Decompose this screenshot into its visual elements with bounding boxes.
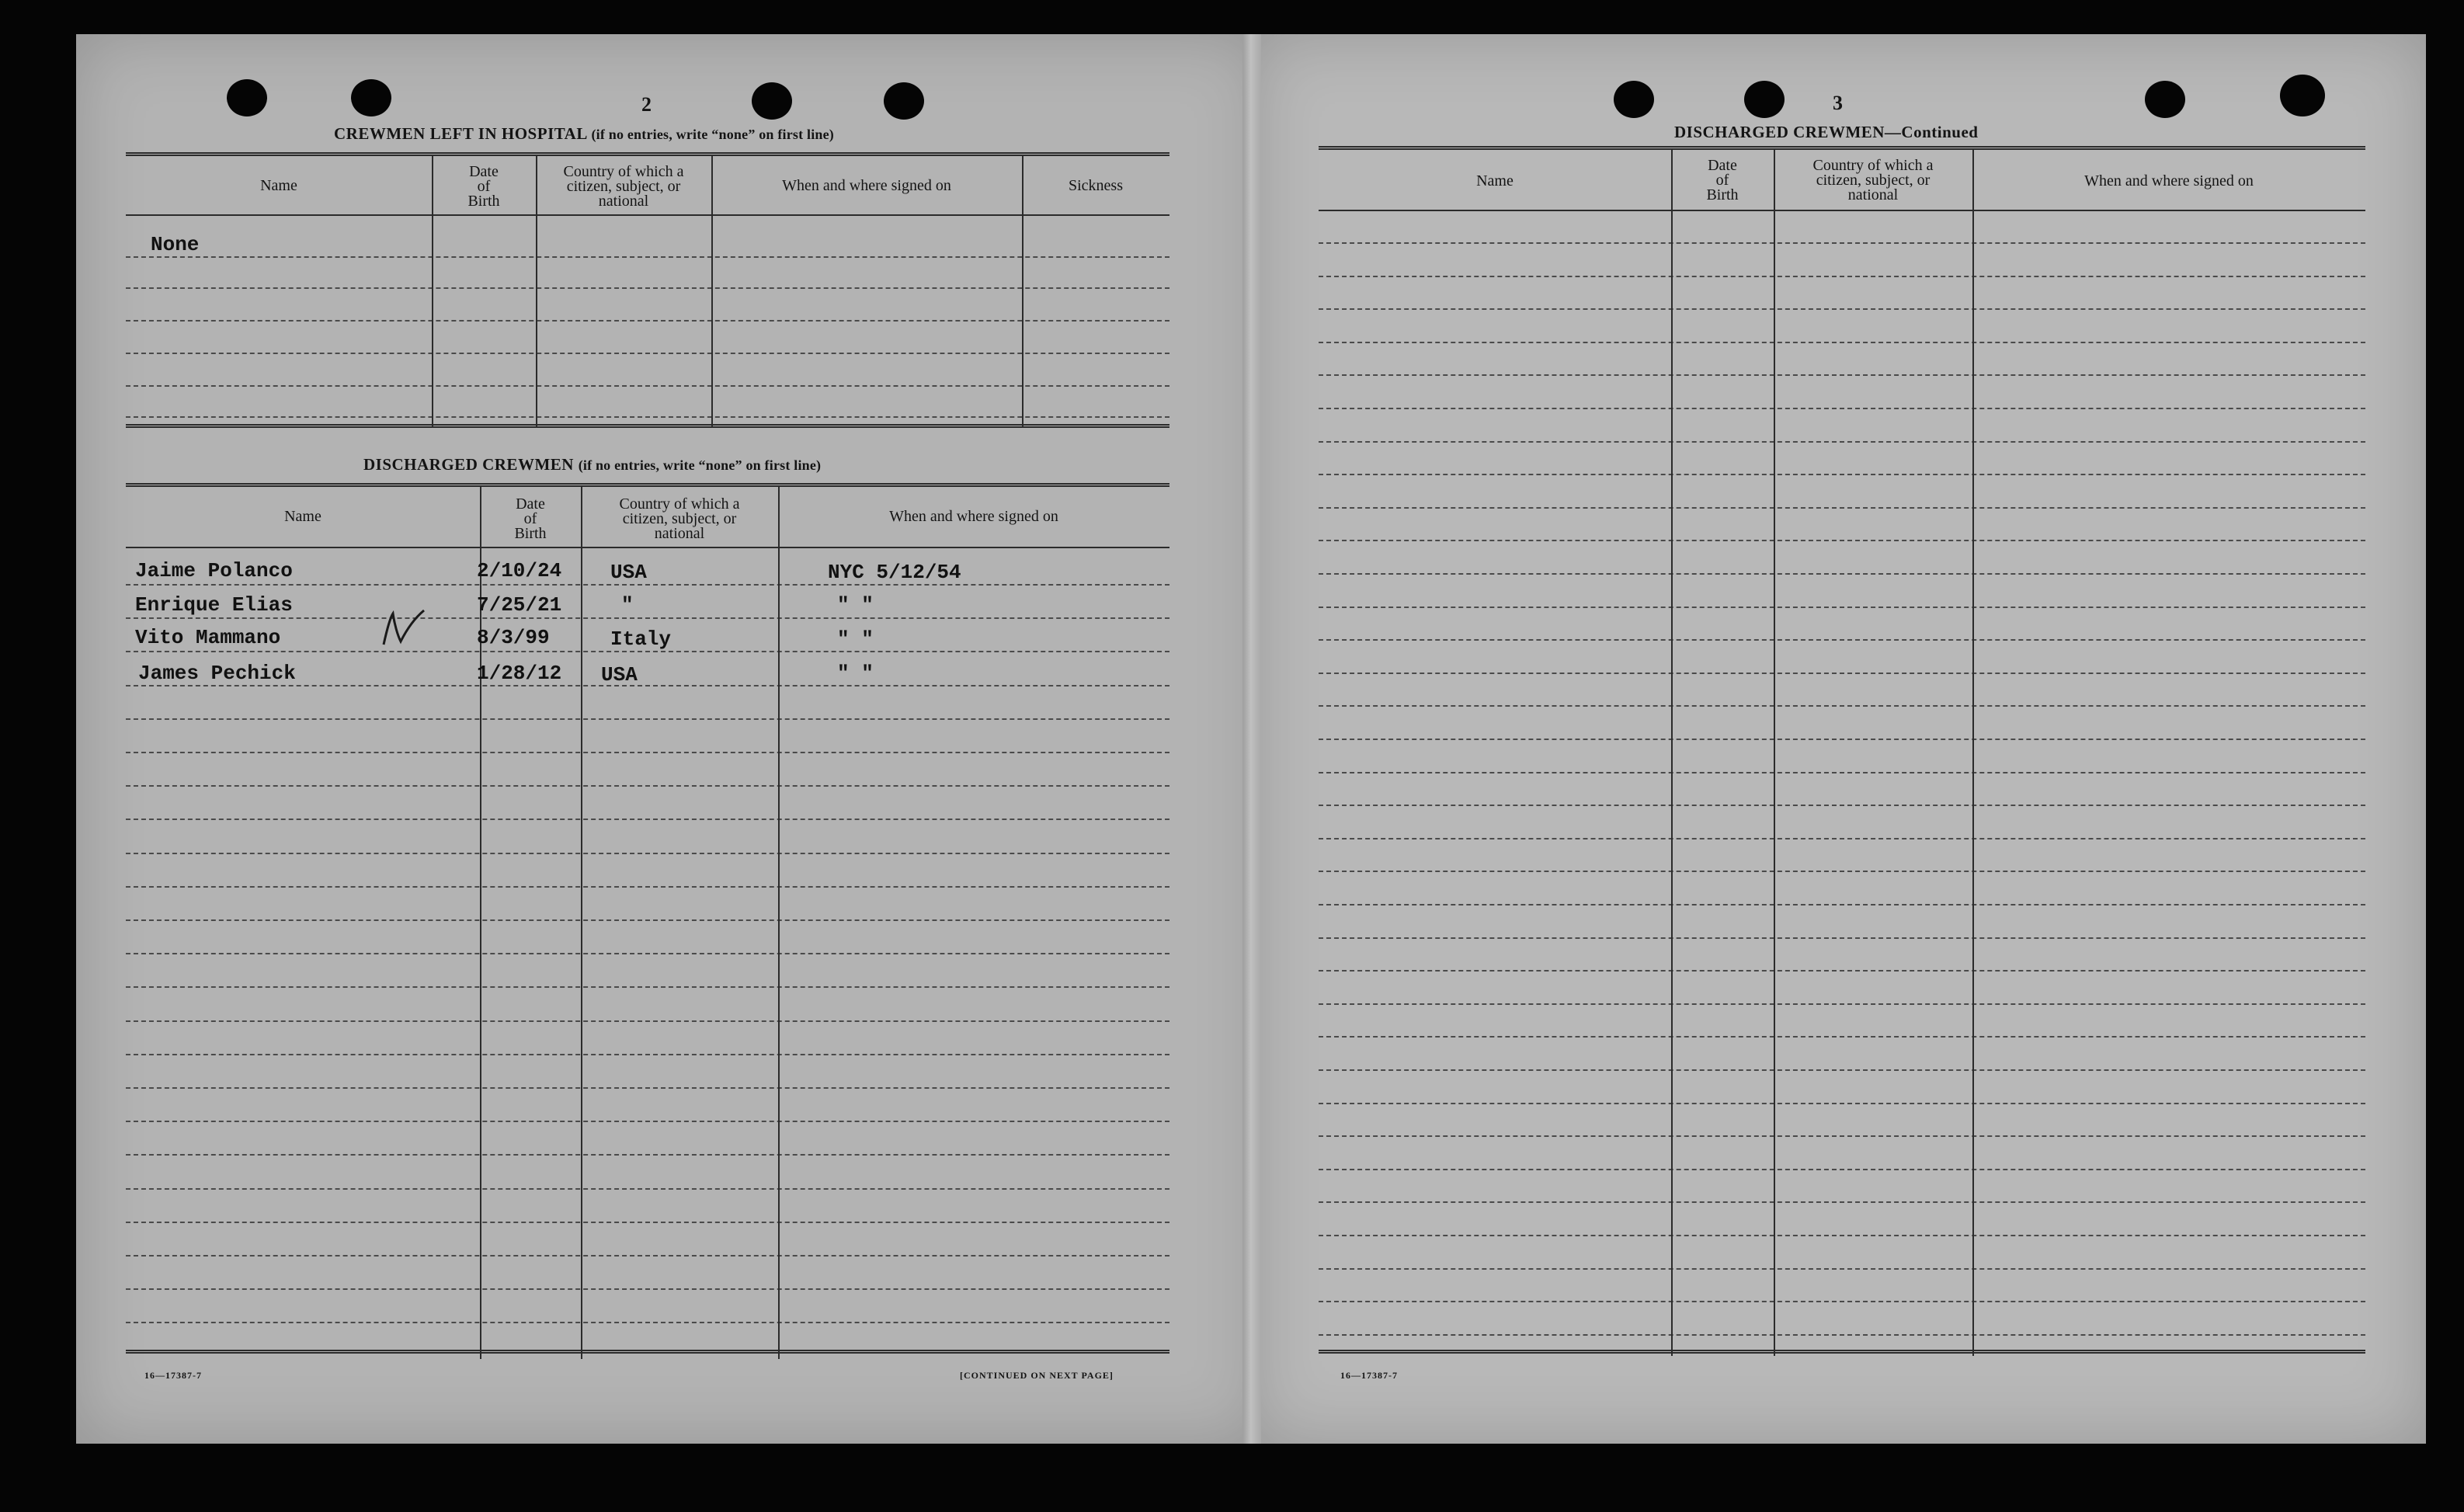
check-mark-icon bbox=[379, 607, 427, 651]
ruled-line bbox=[1319, 1069, 2365, 1071]
hospital-row-line bbox=[126, 256, 1169, 258]
discharged-header-country bbox=[581, 497, 778, 541]
ruled-line bbox=[1319, 772, 2365, 773]
punch-hole bbox=[752, 82, 792, 120]
hospital-header-sickness: Sickness bbox=[1069, 177, 1123, 194]
ruled-line bbox=[1319, 507, 2365, 509]
ruled-line bbox=[126, 1322, 1169, 1323]
page-number: 3 bbox=[1833, 92, 1843, 114]
ruled-line bbox=[126, 1255, 1169, 1257]
ruled-line bbox=[1319, 276, 2365, 277]
hospital-first-entry: None bbox=[151, 233, 200, 256]
punch-hole bbox=[227, 79, 267, 116]
continued-note: [CONTINUED ON NEXT PAGE] bbox=[960, 1370, 1114, 1381]
right-header-country bbox=[1774, 158, 1972, 203]
ruled-line bbox=[1319, 639, 2365, 641]
country-line: national bbox=[654, 525, 705, 542]
ruled-line bbox=[1319, 441, 2365, 443]
discharged-col-divider bbox=[581, 486, 582, 1359]
crewman-dob: 1/28/12 bbox=[477, 662, 562, 685]
country-line: citizen, subject, or bbox=[1816, 172, 1931, 189]
bottom-rule bbox=[126, 1350, 1169, 1354]
ruled-line bbox=[1319, 342, 2365, 343]
ruled-line bbox=[1319, 871, 2365, 872]
hospital-row-line bbox=[126, 385, 1169, 387]
crewman-signed-on: " " bbox=[837, 662, 874, 685]
dob-line: Birth bbox=[514, 525, 547, 542]
crewman-country: Italy bbox=[610, 627, 672, 651]
ruled-line bbox=[126, 617, 1169, 619]
ruled-line bbox=[126, 1121, 1169, 1122]
country-line: Country of which a bbox=[563, 163, 684, 180]
dob-line: Birth bbox=[467, 193, 500, 210]
discharged-continued-title: DISCHARGED CREWMEN—Continued bbox=[1674, 123, 1979, 141]
punch-hole bbox=[884, 82, 924, 120]
hospital-header-name: Name bbox=[260, 177, 297, 194]
crewman-name: James Pechick bbox=[138, 662, 296, 685]
hospital-row-line bbox=[126, 287, 1169, 289]
ruled-line bbox=[1319, 904, 2365, 905]
country-line: citizen, subject, or bbox=[566, 178, 681, 195]
hospital-title-text: CREWMEN LEFT IN HOSPITAL bbox=[334, 124, 587, 143]
ruled-line bbox=[126, 886, 1169, 888]
hospital-bottom-rule bbox=[126, 424, 1169, 428]
discharged-top-rule bbox=[126, 483, 1169, 487]
hospital-header-country bbox=[536, 165, 711, 209]
crewman-signed-on: " " bbox=[837, 627, 874, 651]
bottom-rule bbox=[1319, 1350, 2365, 1354]
ruled-line bbox=[1319, 540, 2365, 541]
ruled-line bbox=[1319, 474, 2365, 475]
crewman-name: Vito Mammano bbox=[135, 626, 281, 649]
form-number: 16—17387-7 bbox=[144, 1370, 202, 1381]
hospital-col-divider bbox=[1022, 155, 1023, 427]
ruled-line bbox=[1319, 705, 2365, 707]
punch-hole bbox=[2280, 75, 2325, 116]
ruled-line bbox=[126, 1054, 1169, 1055]
right-header-rule bbox=[1319, 210, 2365, 211]
ruled-line bbox=[126, 1188, 1169, 1190]
punch-hole bbox=[351, 79, 391, 116]
ruled-line bbox=[1319, 607, 2365, 608]
hospital-row-line bbox=[126, 353, 1169, 354]
punch-hole bbox=[1744, 81, 1785, 118]
hospital-col-divider bbox=[711, 155, 713, 427]
ruled-line bbox=[1319, 242, 2365, 244]
ruled-line bbox=[1319, 838, 2365, 839]
crewman-name: Enrique Elias bbox=[135, 593, 293, 617]
page-crease bbox=[1242, 34, 1261, 1444]
right-col-divider bbox=[1671, 149, 1673, 1356]
left-page bbox=[76, 34, 1264, 1444]
discharged-section-title bbox=[363, 455, 821, 474]
discharged-col-divider bbox=[480, 486, 481, 1359]
ruled-line bbox=[126, 819, 1169, 820]
dob-line: of bbox=[523, 510, 537, 527]
right-top-rule bbox=[1319, 146, 2365, 150]
hospital-row-line bbox=[126, 416, 1169, 418]
dob-line: of bbox=[477, 178, 491, 195]
ruled-line bbox=[1319, 408, 2365, 409]
hospital-header-dob bbox=[432, 165, 536, 209]
crewman-country: USA bbox=[601, 663, 638, 686]
country-line: Country of which a bbox=[619, 495, 740, 513]
ruled-line bbox=[1319, 308, 2365, 310]
ruled-line bbox=[1319, 1268, 2365, 1270]
ruled-line bbox=[1319, 673, 2365, 674]
ruled-line bbox=[126, 953, 1169, 954]
dob-line: Date bbox=[469, 163, 499, 180]
ruled-line bbox=[126, 584, 1169, 586]
page-number: 2 bbox=[641, 93, 652, 116]
ruled-line bbox=[1319, 1036, 2365, 1038]
ruled-line bbox=[126, 752, 1169, 753]
hospital-section-title bbox=[334, 124, 834, 144]
discharged-header-rule bbox=[126, 547, 1169, 548]
right-col-divider bbox=[1774, 149, 1775, 1356]
punch-hole bbox=[2145, 81, 2185, 118]
ruled-line bbox=[126, 1087, 1169, 1089]
crewman-name: Jaime Polanco bbox=[135, 559, 293, 582]
crewman-signed-on: NYC 5/12/54 bbox=[828, 561, 961, 584]
ruled-line bbox=[126, 1020, 1169, 1022]
ruled-line bbox=[1319, 970, 2365, 972]
ruled-line bbox=[1319, 1003, 2365, 1005]
ruled-line bbox=[126, 1288, 1169, 1290]
dob-line: Date bbox=[1708, 157, 1737, 174]
ruled-line bbox=[1319, 739, 2365, 740]
ruled-line bbox=[126, 785, 1169, 787]
country-line: national bbox=[598, 193, 649, 210]
ruled-line bbox=[126, 685, 1169, 686]
ruled-line bbox=[126, 986, 1169, 988]
ruled-line bbox=[1319, 1334, 2365, 1336]
ruled-line bbox=[1319, 1201, 2365, 1203]
discharged-header-signed-on: When and where signed on bbox=[889, 508, 1058, 525]
right-header-signed-on: When and where signed on bbox=[2084, 172, 2254, 189]
ruled-line bbox=[126, 853, 1169, 854]
hospital-row-line bbox=[126, 320, 1169, 322]
discharged-title-note: (if no entries, write “none” on first line) bbox=[578, 457, 822, 473]
crewman-dob: 8/3/99 bbox=[477, 626, 550, 649]
dob-line: Date bbox=[516, 495, 545, 513]
hospital-header-signed-on: When and where signed on bbox=[782, 177, 951, 194]
hospital-top-rule bbox=[126, 152, 1169, 156]
discharged-title-text: DISCHARGED CREWMEN bbox=[363, 455, 574, 474]
ruled-line bbox=[126, 919, 1169, 921]
ruled-line bbox=[126, 651, 1169, 652]
crewman-country: USA bbox=[610, 561, 647, 584]
crewman-signed-on: " " bbox=[837, 593, 874, 617]
country-line: Country of which a bbox=[1812, 157, 1934, 174]
right-col-divider bbox=[1972, 149, 1974, 1356]
discharged-header-dob bbox=[480, 497, 581, 541]
ruled-line bbox=[1319, 937, 2365, 939]
right-header-dob bbox=[1671, 158, 1774, 203]
right-header-name: Name bbox=[1476, 172, 1514, 189]
ruled-line bbox=[1319, 1301, 2365, 1302]
form-number: 16—17387-7 bbox=[1340, 1370, 1398, 1381]
ruled-line bbox=[1319, 805, 2365, 806]
country-line: national bbox=[1847, 186, 1899, 203]
discharged-col-divider bbox=[778, 486, 780, 1359]
ruled-line bbox=[126, 1154, 1169, 1156]
discharged-header-name: Name bbox=[284, 508, 321, 525]
country-line: citizen, subject, or bbox=[622, 510, 737, 527]
ruled-line bbox=[126, 1222, 1169, 1223]
ruled-line bbox=[1319, 573, 2365, 575]
crewman-dob: 7/25/21 bbox=[477, 593, 562, 617]
crewman-country: " bbox=[621, 593, 634, 617]
dob-line: of bbox=[1715, 172, 1729, 189]
ruled-line bbox=[1319, 1235, 2365, 1236]
ruled-line bbox=[1319, 1103, 2365, 1104]
ruled-line bbox=[1319, 374, 2365, 376]
dob-line: Birth bbox=[1706, 186, 1739, 203]
crewman-dob: 2/10/24 bbox=[477, 559, 562, 582]
hospital-header-rule bbox=[126, 214, 1169, 216]
hospital-title-note: (if no entries, write “none” on first line) bbox=[591, 127, 835, 142]
punch-hole bbox=[1614, 81, 1654, 118]
ruled-line bbox=[126, 718, 1169, 720]
ruled-line bbox=[1319, 1135, 2365, 1137]
ruled-line bbox=[1319, 1169, 2365, 1170]
